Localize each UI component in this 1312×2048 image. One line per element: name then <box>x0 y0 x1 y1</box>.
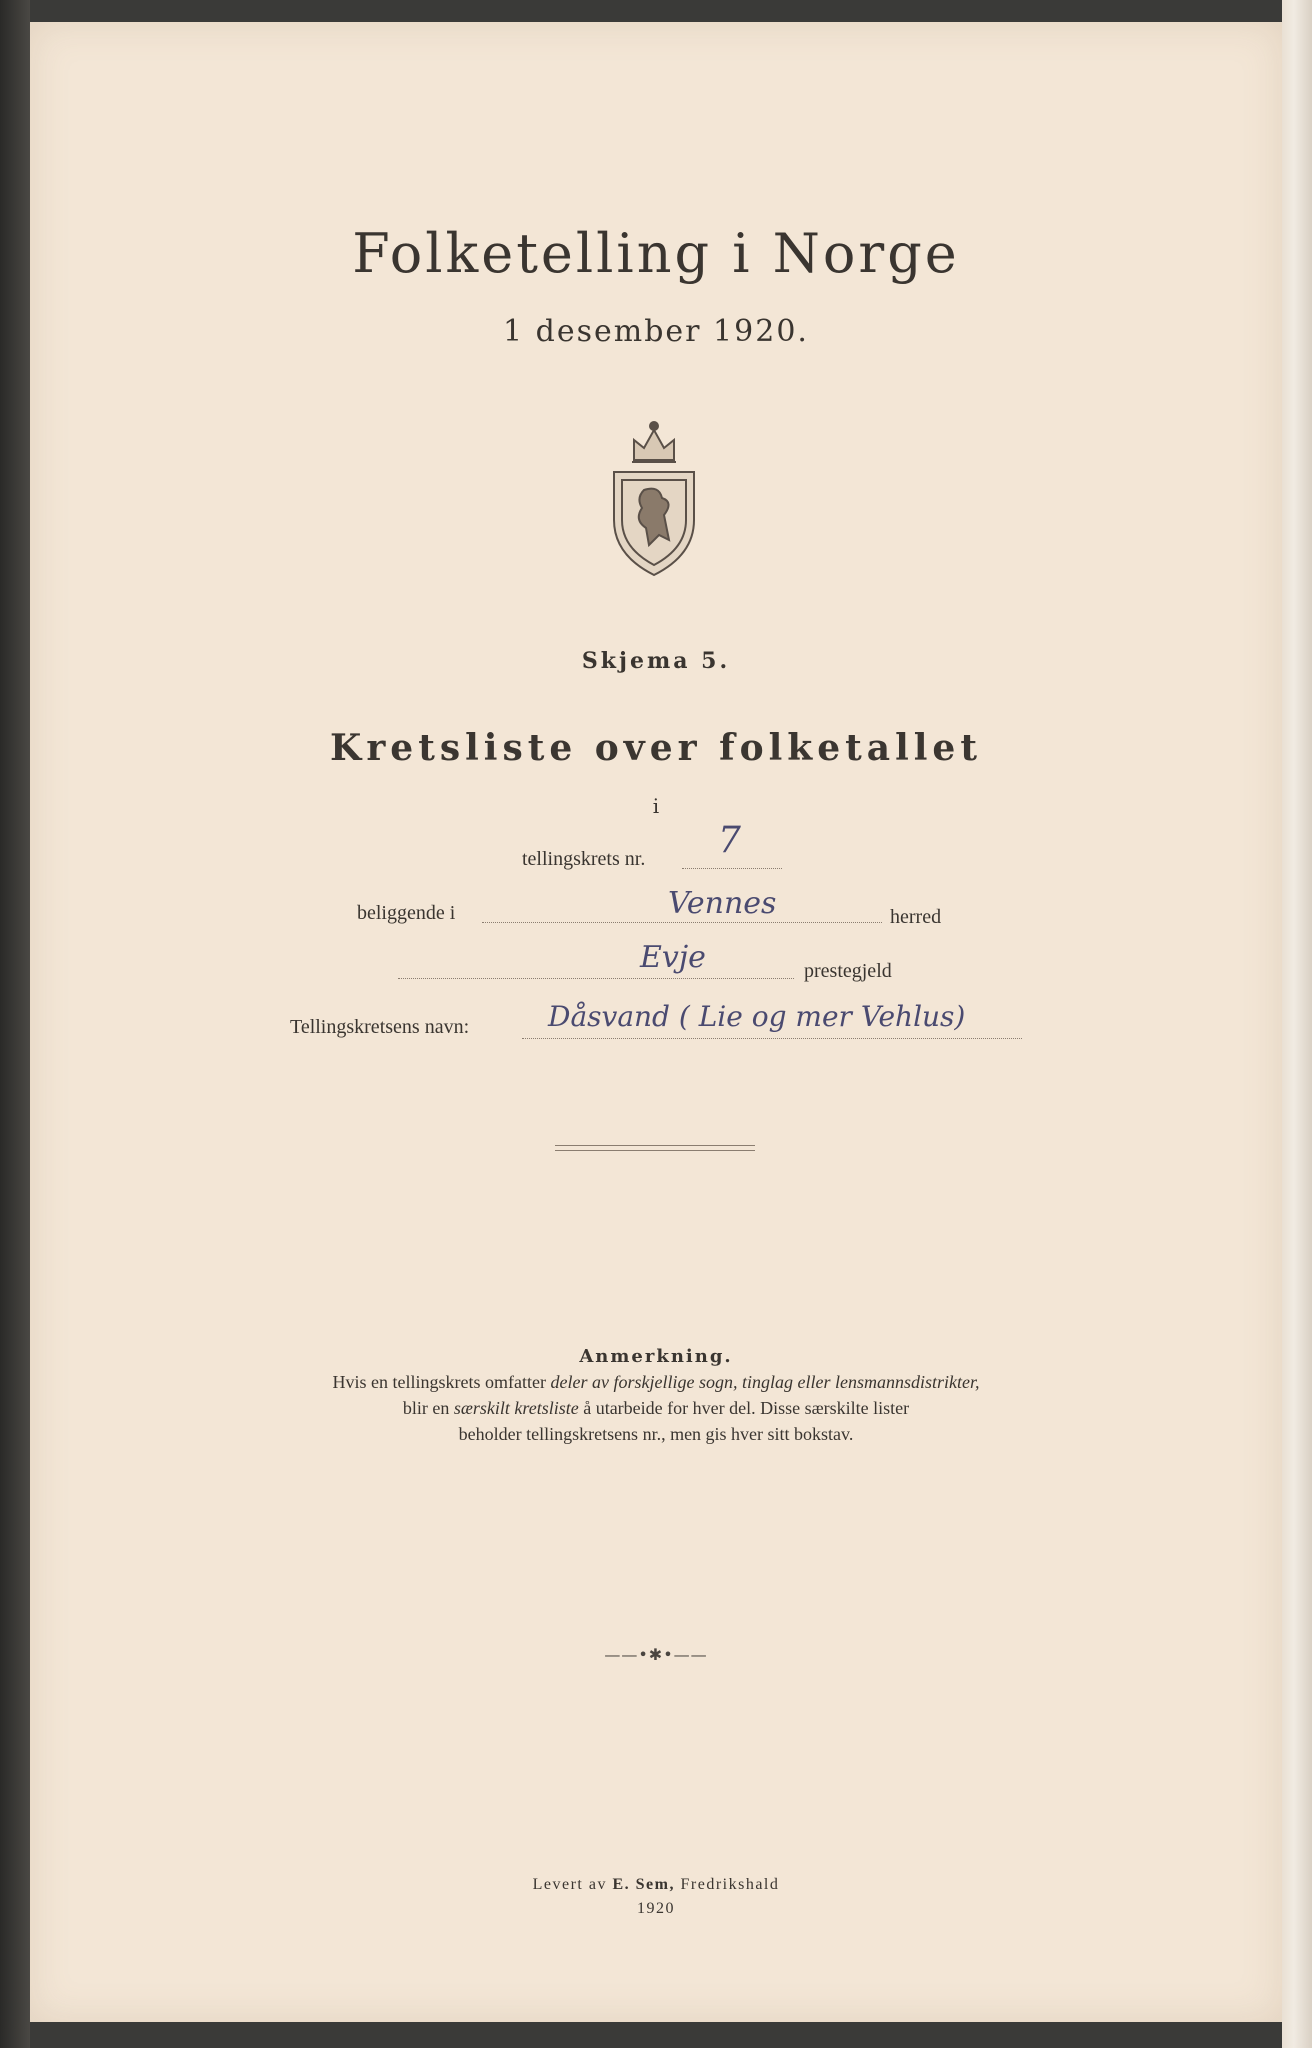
district-number-line <box>682 868 782 869</box>
printer-city: Fredrikshald <box>674 1876 780 1893</box>
note-line-1-text: Hvis en tellingskrets omfatter <box>332 1372 551 1392</box>
note-heading: Anmerkning. <box>579 1346 733 1367</box>
parish-line <box>398 978 794 979</box>
parish-value[interactable]: Evje <box>640 940 706 975</box>
printer-prefix: Levert av <box>532 1876 613 1893</box>
note-line-2 <box>0 1398 1312 1419</box>
district-name-line <box>522 1038 1022 1039</box>
district-number-value[interactable]: 7 <box>718 820 741 861</box>
located-value[interactable]: Vennes <box>668 886 777 921</box>
note-line-1 <box>0 1372 1312 1393</box>
scan-left-edge <box>0 0 30 2048</box>
page-title: Folketelling i Norge <box>352 222 960 285</box>
herred-label: herred <box>890 906 942 928</box>
parish-label: prestegjeld <box>804 960 892 982</box>
coat-of-arms-icon <box>604 410 704 580</box>
located-label: beliggende i <box>357 902 456 924</box>
note-line-2-italic: særskilt kretsliste <box>453 1398 579 1418</box>
scan-right-strip <box>1282 0 1312 2048</box>
section-divider <box>555 1145 755 1151</box>
schema-number: Skjema 5. <box>581 648 731 674</box>
note-line-1-italic: deler av forskjellige sogn, tinglag eller lensmannsdistrikter, <box>550 1372 980 1392</box>
print-year: 1920 <box>637 1900 675 1917</box>
census-date: 1 desember 1920. <box>503 314 809 349</box>
printer-credit <box>0 1876 1312 1894</box>
note-line-2-text-c: å utarbeide for hver del. Disse særskilte lister <box>578 1398 910 1418</box>
note-line-3: beholder tellingskretsens nr., men gis hver sitt bokstav. <box>458 1424 854 1444</box>
district-name-label: Tellingskretsens navn: <box>290 1016 470 1038</box>
printer-name: E. Sem, <box>612 1876 675 1893</box>
note-line-2-text-a: blir en <box>402 1398 454 1418</box>
ornament-divider: ——•✱•—— <box>604 1645 708 1664</box>
form-heading: Kretsliste over folketallet <box>330 727 982 769</box>
located-line <box>482 922 882 923</box>
district-number-label: tellingskrets nr. <box>522 848 646 870</box>
connector-text: i <box>652 794 660 818</box>
district-name-value[interactable]: Dåsvand ( Lie og mer Vehlus) <box>548 1000 966 1033</box>
